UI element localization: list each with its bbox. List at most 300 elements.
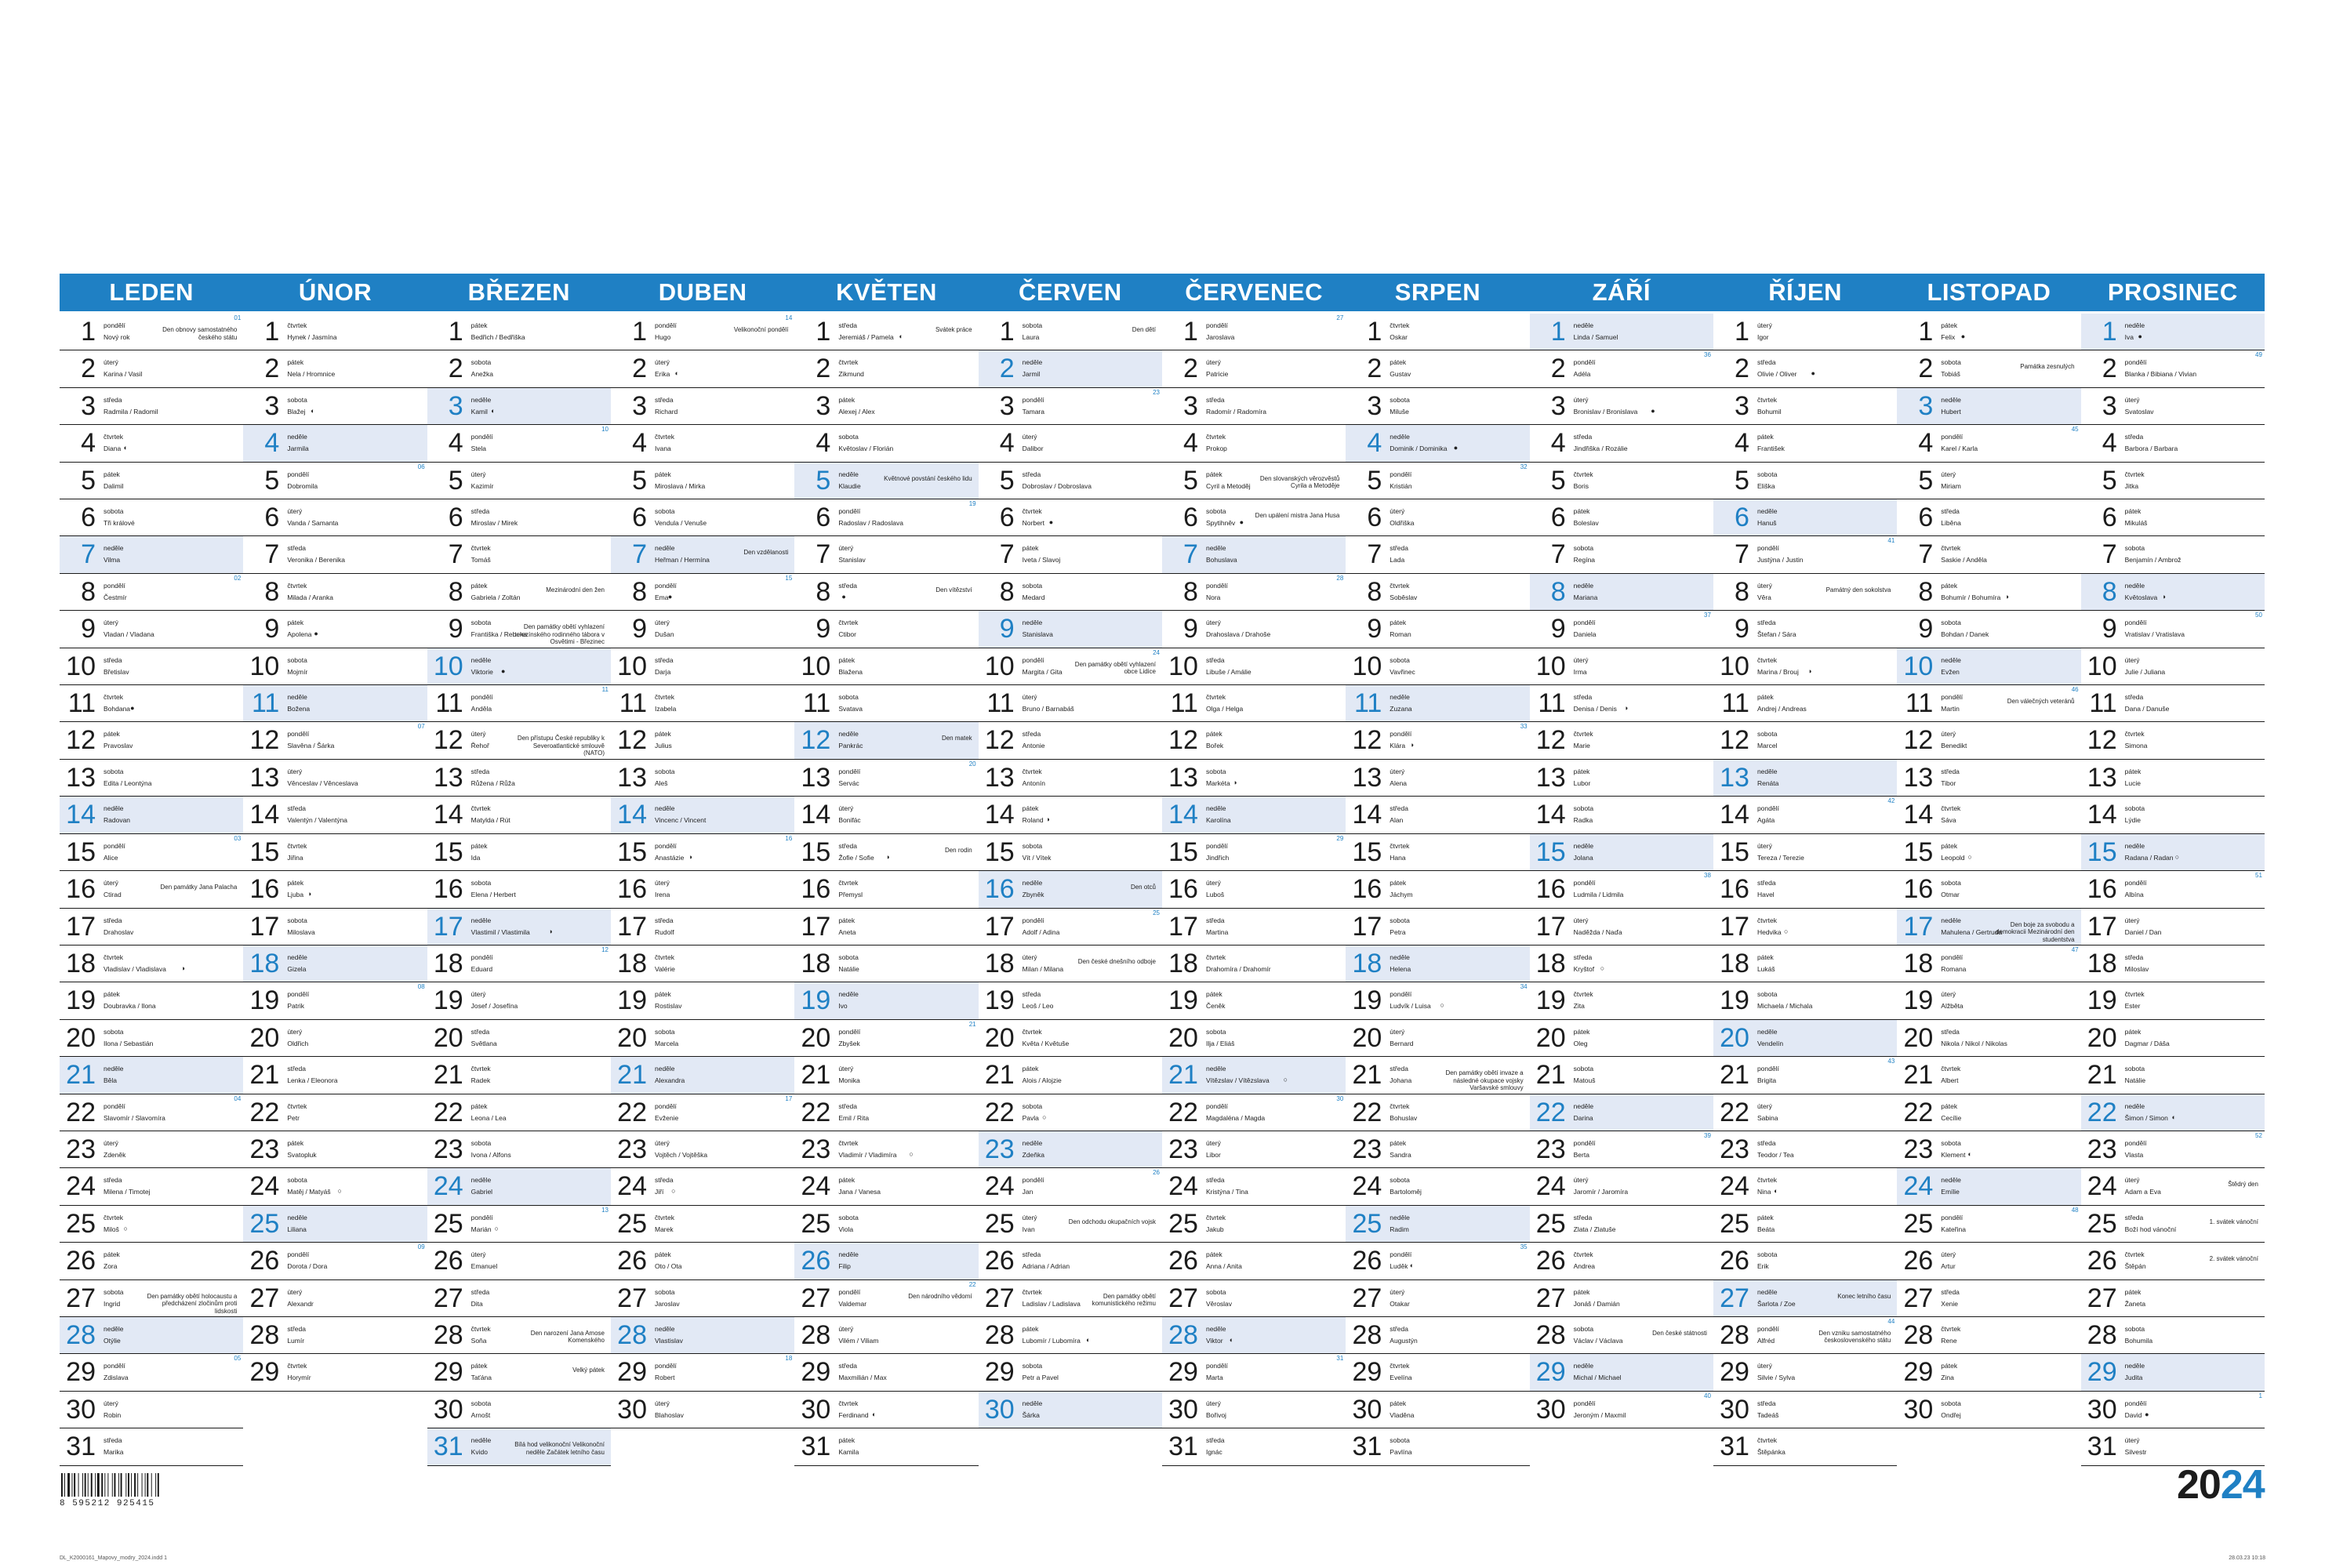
name-day: Tibor [1941,779,1956,787]
weekday-label: středa [1205,1436,1225,1445]
name-day: Teodor / Tea [1756,1150,1794,1159]
weekday-label: pátek [470,1362,488,1370]
day-number: 11 [67,688,96,719]
name-day: Jindřich [1205,853,1230,862]
moon-phase-icon: ◐ [1967,1149,1972,1158]
day-number: 23 [66,1134,96,1164]
name-day: Naděžda / Naďa [1573,927,1622,936]
month-column [794,314,978,1466]
name-day: Miloslava [287,927,315,936]
day-row [979,760,1162,797]
day-number: 11 [1538,688,1566,719]
barcode-bar [85,1473,86,1497]
weekday-label: sobota [470,879,492,887]
day-row [1162,1057,1346,1094]
day-number: 14 [1168,800,1198,830]
day-row [794,536,978,573]
day-row [611,463,794,499]
weekday-label: pondělí [2124,619,2147,627]
weekday-label: neděle [654,804,675,813]
weekday-label: sobota [104,1027,124,1036]
day-number: 27 [433,1283,463,1313]
day-number: 22 [1903,1097,1934,1127]
weekday-label: středa [287,544,306,553]
moon-phase-icon: ◐ [2171,1112,2176,1121]
year-part-2: 24 [2220,1462,2265,1508]
name-day: David [2124,1410,2142,1419]
weekday-label: sobota [838,1213,859,1221]
day-number: 22 [249,1097,280,1127]
day-number: 11 [2089,688,2117,719]
day-row [2081,463,2265,499]
day-number: 18 [2087,948,2117,978]
week-number: 18 [785,1355,793,1363]
moon-phase-icon: ● [2138,332,2142,340]
name-day: Robert [654,1374,675,1382]
week-number: 42 [1887,797,1895,805]
day-number: 28 [1535,1319,1566,1350]
day-row [794,797,978,833]
day-row [1897,1206,2080,1243]
day-number: 14 [1352,800,1382,830]
name-day: Radim [1390,1225,1409,1233]
day-row [1897,611,2080,648]
day-row [1346,982,1529,1019]
day-number: 1 [816,317,831,347]
day-row [60,909,243,946]
name-day: Tamara [1022,407,1044,416]
day-row [979,722,1162,759]
weekday-label: úterý [1573,916,1589,924]
name-day: Martina [1205,927,1229,936]
weekday-label: pondělí [1573,1399,1596,1407]
weekday-label: pondělí [2124,358,2147,367]
day-row [1897,350,2080,387]
weekday-label: pondělí [1573,1138,1596,1147]
weekday-label: středa [1390,804,1408,813]
day-number: 27 [66,1283,96,1313]
name-day: Prokop [1205,445,1227,453]
day-number: 6 [1183,503,1198,533]
weekday-label: neděle [1573,321,1594,329]
weekday-label: neděle [1390,953,1410,961]
weekday-label: čtvrtek [1022,1027,1042,1036]
day-row [1897,1131,2080,1168]
weekday-label: úterý [1941,730,1956,739]
weekday-label: středa [1573,953,1593,961]
weekday-label: sobota [1390,1436,1410,1445]
week-number: 49 [2255,351,2262,359]
name-day: Izabela [654,705,677,713]
name-day: Ingrid [104,1299,121,1308]
day-number: 22 [66,1097,96,1127]
weekday-label: středa [104,1176,122,1185]
day-row [1897,1168,2080,1205]
day-number: 21 [249,1060,280,1091]
weekday-label: čtvrtek [1941,1324,1961,1333]
name-day: Renáta [1756,779,1779,787]
weekday-label: sobota [1390,1176,1410,1185]
day-number: 25 [66,1208,96,1239]
name-day: Otmar [1941,891,1960,899]
weekday-label: pátek [1390,1399,1407,1407]
name-day: Vladan / Vladana [104,630,154,639]
day-row [1346,463,1529,499]
name-day: Blažena [838,667,863,676]
month-column [611,314,794,1466]
month-header-bar [60,274,2265,311]
day-row [427,648,611,685]
month-title: LEDEN [109,278,194,306]
weekday-label: úterý [1756,1102,1772,1110]
day-number: 20 [617,1022,647,1053]
day-number: 1 [81,317,96,347]
name-day: Kateřina [1941,1225,1966,1233]
day-row [794,1354,978,1391]
weekday-label: neděle [1941,1176,1961,1185]
day-row [1346,1131,1529,1168]
print-info-left: DL_K2000161_Mapovy_modry_2024.indd 1 [60,1555,167,1561]
name-day: Lubor [1573,779,1591,787]
day-number: 13 [66,762,96,793]
day-row [243,314,427,350]
name-day: Patrik [287,1002,305,1011]
day-row [243,536,427,573]
day-number: 8 [1918,576,1934,607]
day-row [611,350,794,387]
day-number: 15 [66,837,96,867]
name-day: Anežka [470,370,494,379]
day-row [1346,685,1529,722]
holiday-note: 1. svátek vánoční [2209,1218,2258,1225]
day-row [60,574,243,611]
name-day: Vratislav / Vratislava [2124,630,2185,639]
weekday-label: úterý [1205,879,1221,887]
name-day: Tereza / Terezie [1756,853,1804,862]
day-number: 12 [1535,725,1566,756]
weekday-label: sobota [1022,321,1043,329]
name-day: Adolf / Adina [1022,927,1060,936]
name-day: Alan [1390,816,1404,825]
day-row [60,425,243,462]
day-row [1530,909,1713,946]
moon-phase-icon: ◐ [123,444,128,452]
name-day: Klement [1941,1150,1966,1159]
day-number: 13 [2087,762,2117,793]
day-number: 9 [999,614,1015,644]
name-day: Silvie / Sylva [1756,1374,1796,1382]
name-day: Dobroslav / Dobroslava [1022,481,1092,490]
name-day: Matouš [1573,1076,1596,1085]
barcode-bar [78,1473,79,1497]
day-row [60,350,243,387]
day-number: 21 [66,1060,96,1091]
name-day: Leoš / Leo [1022,1002,1054,1011]
day-number: 2 [632,354,647,384]
weekday-label: středa [1941,767,1960,775]
day-row [1713,1243,1897,1279]
week-number: 27 [1336,314,1344,321]
weekday-label: středa [1756,619,1776,627]
day-number: 2 [1550,354,1566,384]
name-day: Lenka / Eleonora [287,1076,338,1085]
day-row [611,1243,794,1279]
weekday-label: středa [1573,433,1593,441]
name-day: Svatopluk [287,1150,317,1159]
weekday-label: pátek [838,1436,856,1445]
weekday-label: čtvrtek [838,879,859,887]
weekday-label: středa [1573,1213,1593,1221]
name-day: Dana / Danuše [2124,705,2170,713]
day-row [60,648,243,685]
day-row [60,611,243,648]
day-row [1530,1280,1713,1317]
name-day: Benedikt [1941,742,1967,750]
weekday-label: pondělí [1390,730,1412,739]
day-row [1897,1020,2080,1057]
holiday-note: Konec letního času [1837,1292,1891,1300]
moon-phase-icon: ◐ [311,406,315,415]
weekday-label: neděle [470,655,492,664]
day-number: 25 [249,1208,280,1239]
day-number: 30 [1903,1394,1934,1425]
weekday-label: pondělí [1205,1362,1228,1370]
day-number: 13 [249,762,280,793]
day-number: 15 [249,837,280,867]
name-day: Helena [1390,964,1411,973]
weekday-label: pátek [654,1250,671,1259]
day-number: 26 [617,1246,647,1276]
weekday-label: čtvrtek [1205,953,1226,961]
day-number: 12 [1720,725,1749,756]
day-row [1530,760,1713,797]
day-number: 29 [2087,1357,2117,1388]
name-day: Hubert [1941,407,1961,416]
day-number: 22 [1168,1097,1198,1127]
moon-phase-icon: ● [667,592,673,601]
weekday-label: úterý [1022,693,1037,702]
day-row [1162,536,1346,573]
weekday-label: středa [104,1436,122,1445]
day-row [427,982,611,1019]
day-number: 10 [1535,651,1566,681]
day-number: 11 [1170,688,1198,719]
barcode-bar [67,1473,70,1497]
name-day: Světlana [470,1039,497,1047]
weekday-label: neděle [104,1324,124,1333]
holiday-note: Den vzdělanosti [743,549,789,557]
moon-phase-icon: ● [1960,332,1966,340]
weekday-label: středa [1941,1027,1960,1036]
day-row [794,1206,978,1243]
name-day: Boží hod vánoční [2124,1225,2177,1233]
weekday-label: čtvrtek [838,1138,859,1147]
barcode-bar [128,1473,129,1497]
day-row [2081,1392,2265,1428]
day-row [979,611,1162,648]
name-day: Anna / Anita [1205,1262,1242,1271]
weekday-label: úterý [1205,358,1221,367]
day-row [2081,834,2265,871]
name-day: Tomáš [470,556,491,564]
day-number: 1 [632,317,647,347]
weekday-label: sobota [1205,507,1226,516]
year-label [2177,1463,2265,1507]
day-number: 22 [2087,1097,2117,1127]
day-row [979,834,1162,871]
name-day: Oldřich [287,1039,309,1047]
weekday-label: středa [470,507,490,516]
day-number: 27 [801,1283,831,1313]
name-day: Berta [1573,1150,1589,1159]
name-day: Štěpánka [1756,1448,1786,1457]
day-row [2081,499,2265,536]
day-row [611,1280,794,1317]
weekday-label: pondělí [470,953,493,961]
weekday-label: čtvrtek [1390,321,1410,329]
weekday-label: čtvrtek [1756,395,1777,404]
day-row [1162,1131,1346,1168]
weekday-label: středa [287,1324,306,1333]
day-row [2081,685,2265,722]
day-number: 26 [1168,1246,1198,1276]
moon-phase-icon: ◑ [1623,704,1629,713]
weekday-label: čtvrtek [1205,693,1226,702]
weekday-label: pátek [838,655,856,664]
day-row [1897,425,2080,462]
weekday-label: úterý [470,1250,486,1259]
name-day: Hynek / Jasmína [287,333,337,341]
weekday-label: sobota [1941,1138,1961,1147]
weekday-label: čtvrtek [654,1213,675,1221]
day-row [1346,425,1529,462]
day-row [979,871,1162,908]
weekday-label: neděle [1756,767,1778,775]
weekday-label: středa [470,1287,490,1296]
weekday-label: středa [1205,395,1225,404]
weekday-label: úterý [1756,321,1772,329]
day-row [427,1243,611,1279]
day-number: 2 [448,354,463,384]
week-number: 50 [2255,612,2262,619]
name-day: Alois / Alojzie [1022,1076,1062,1085]
name-day: Aleš [654,779,668,787]
name-day: Hanuš [1756,519,1777,528]
day-number: 24 [1168,1171,1198,1202]
day-row [2081,574,2265,611]
day-number: 26 [249,1246,280,1276]
weekday-label: středa [1205,1176,1225,1185]
name-day: Margita / Gita [1022,667,1063,676]
moon-phase-icon: ○ [494,1224,499,1232]
barcode-bar [158,1473,159,1497]
day-number: 6 [816,503,831,533]
barcode-bar [72,1473,73,1497]
day-number: 7 [81,539,96,570]
day-number: 19 [801,985,831,1016]
weekday-label: středa [838,321,857,329]
weekday-label: neděle [104,544,124,553]
day-number: 14 [1720,800,1749,830]
day-number: 6 [448,503,463,533]
moon-phase-icon: ● [1453,444,1459,452]
day-row [1713,1057,1897,1094]
name-day: Andrea [1573,1262,1596,1271]
name-day: Ondřej [1941,1410,1961,1419]
name-day: Dita [470,1299,483,1308]
name-day: Pankrác [838,742,863,750]
day-number: 11 [986,688,1015,719]
barcode-bar [155,1473,156,1497]
day-row [243,1020,427,1057]
day-row [60,871,243,908]
name-day: Božena [287,705,311,713]
weekday-label: pondělí [1205,321,1228,329]
day-row [1713,760,1897,797]
day-number: 5 [816,465,831,495]
day-number: 25 [1720,1208,1749,1239]
week-number: 09 [417,1243,425,1251]
day-row [1713,1428,1897,1465]
holiday-note: Den památky obětí vyhlazení terezínského rodinného tábora v Osvětimi - Březinec [514,623,605,646]
name-day: Vanda / Samanta [287,519,339,528]
day-row [1162,388,1346,425]
day-row [794,1428,978,1465]
moon-phase-icon: ● [501,666,506,675]
day-row [1346,909,1529,946]
name-day: Romana [1941,964,1967,973]
day-number: 6 [81,503,96,533]
day-number: 23 [1352,1134,1382,1164]
weekday-label: neděle [2124,581,2145,590]
day-number: 20 [984,1022,1015,1053]
day-row [2081,946,2265,982]
day-number: 6 [264,503,280,533]
week-number: 52 [2255,1131,2262,1139]
day-row [1346,871,1529,908]
day-row [979,1206,1162,1243]
weekday-label: pondělí [1022,395,1044,404]
day-number: 7 [264,539,280,570]
day-row [1162,797,1346,833]
day-row [794,946,978,982]
day-number: 24 [1352,1171,1382,1202]
weekday-label: pátek [1941,1362,1958,1370]
day-row [1346,1428,1529,1465]
holiday-note: Bílá hod velikonoční Velikonoční neděle Začátek letního času [514,1441,605,1456]
day-row [2081,648,2265,685]
day-row [1530,499,1713,536]
name-day: Svatoslav [2124,407,2154,416]
day-row [1897,722,2080,759]
day-row [427,834,611,871]
day-number: 24 [1903,1171,1934,1202]
day-row [1162,760,1346,797]
name-day: Darina [1573,1113,1593,1122]
day-number: 27 [249,1283,280,1313]
name-day: Vilma [104,556,121,564]
name-day: Žaneta [2124,1299,2146,1308]
weekday-label: úterý [2124,395,2140,404]
day-number: 13 [1720,762,1749,793]
name-day: Vojtěch / Vojtěška [654,1150,708,1159]
week-number: 15 [785,574,793,582]
name-day: Agáta [1756,816,1775,825]
day-row [1897,388,2080,425]
day-row [611,388,794,425]
day-number: 24 [801,1171,831,1202]
week-number: 25 [1153,909,1160,916]
